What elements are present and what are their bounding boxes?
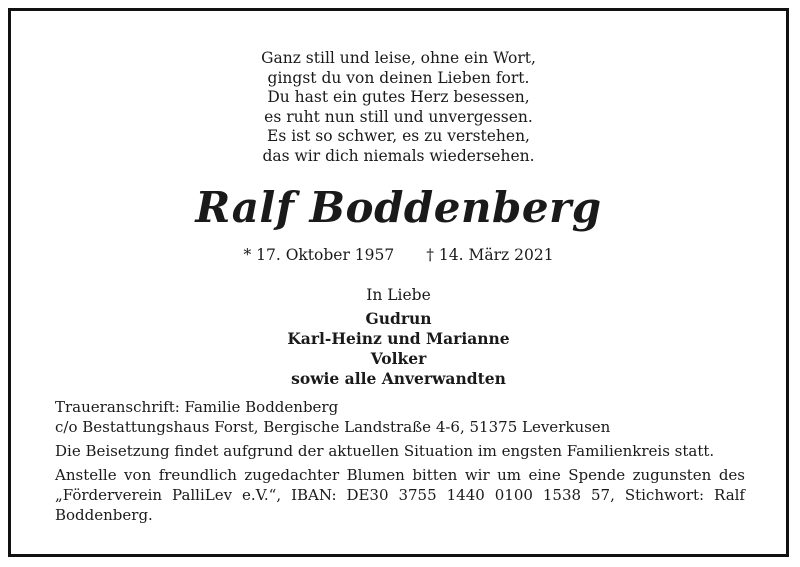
- mourner-name: sowie alle Anverwandten: [291, 369, 506, 388]
- death-date: † 14. März 2021: [426, 246, 554, 264]
- burial-note: Die Beisetzung findet aufgrund der aktuellen Situation im engsten Familienkreis statt.: [55, 442, 715, 460]
- poem-line: Es ist so schwer, es zu verstehen,: [267, 127, 530, 146]
- poem-line: Du hast ein gutes Herz besessen,: [267, 88, 530, 107]
- mourner-name: Volker: [370, 349, 427, 368]
- address-line: c/o Bestattungshaus Forst, Bergische Landstraße 4-6, 51375 Leverkusen: [55, 418, 611, 436]
- deceased-name: Ralf Boddenberg: [195, 183, 602, 232]
- mourner-name: Karl-Heinz und Marianne: [287, 329, 510, 348]
- life-dates: [11, 245, 786, 265]
- in-love-label: In Liebe: [366, 286, 431, 304]
- poem-line: gingst du von deinen Lieben fort.: [267, 68, 530, 87]
- poem-line: es ruht nun still und unvergessen.: [264, 107, 533, 126]
- birth-date: * 17. Oktober 1957: [243, 246, 395, 264]
- mourner-name: Gudrun: [365, 309, 432, 328]
- obituary-notice: [8, 8, 789, 557]
- poem-line: das wir dich niemals wiedersehen.: [262, 146, 535, 165]
- address-line: Traueranschrift: Familie Boddenberg: [55, 398, 339, 416]
- mourners-list: [11, 309, 786, 389]
- poem: [11, 49, 786, 167]
- poem-line: Ganz still und leise, ohne ein Wort,: [261, 49, 536, 67]
- info-section: [55, 397, 745, 525]
- donation-note: Anstelle von freundlich zugedachter Blumen bitten wir um eine Spende zugunsten des „Förderverein PalliLev e.V.“, IBAN: DE30 3755 1440 0100 1538 57, Stichwort: Ralf Boddenberg.: [55, 466, 745, 524]
